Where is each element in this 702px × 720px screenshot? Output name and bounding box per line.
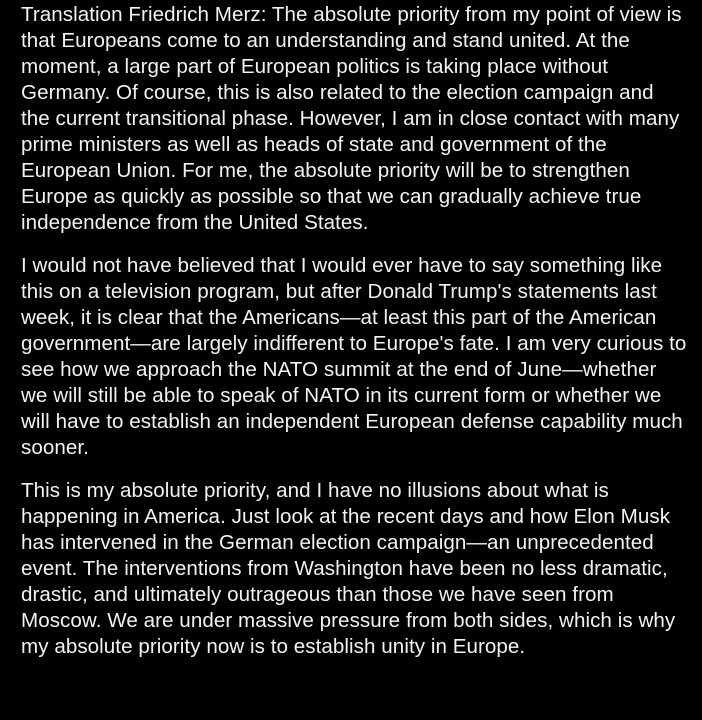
paragraph-3: This is my absolute priority, and I have no illusions about what is happening in America. Just look at the recent days and how Elon Musk has intervened in the German election campaign—an unprecedented event. The interventions from Washington have been no less dramatic, drastic, and ultimately outrageous than those we have seen from Moscow. We are under massive pressure from both sides, which is why my absolute priority now is to establish unity in Europe. [21, 479, 676, 658]
paragraph-2: I would not have believed that I would ever have to say something like this on a television program, but after Donald Trump's statements last week, it is clear that the Americans—at least this part of the American government—are largely indifferent to Europe's fate. I am very curious to see how we approach the NATO summit at the end of June—whether we will still be able to speak of NATO in its current form or whether we will have to establish an independent European defense capability much sooner. [21, 254, 687, 459]
paragraph-1: Translation Friedrich Merz: The absolute priority from my point of view is that Europeans come to an understanding and stand united. At the moment, a large part of European politics is taking place without Germany. Of course, this is also related to the election campaign and the current transitional phase. However, I am in close contact with many prime ministers as well as heads of state and government of the European Union. For me, the absolute priority will be to strengthen Europe as quickly as possible so that we can gradually achieve true independence from the United States. [21, 3, 682, 234]
